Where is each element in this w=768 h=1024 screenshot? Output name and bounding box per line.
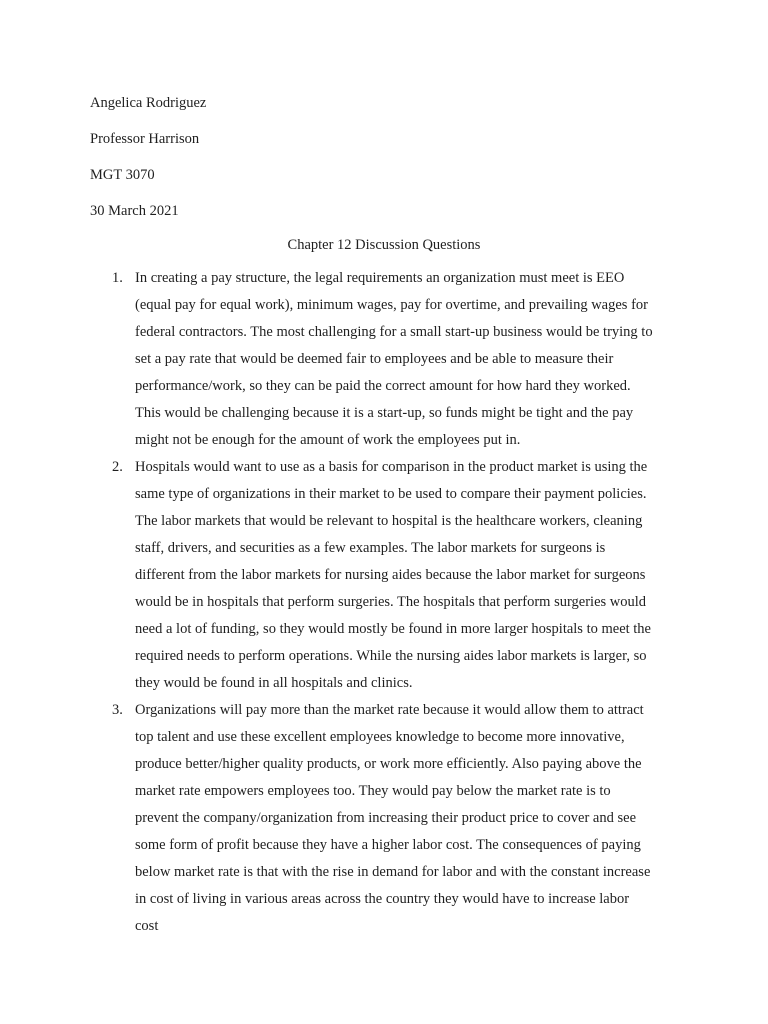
discussion-question-list <box>0 265 768 940</box>
student-name: Angelica Rodriguez <box>90 95 207 111</box>
question-item-3 <box>0 697 768 940</box>
course-code: MGT 3070 <box>90 167 155 183</box>
question-answer-text: Organizations will pay more than the market rate because it would allow them to attract top talent and use these excellent employees knowledge to become more innovative, produce better/higher quality products, or work more efficiently. Also paying above the market rate empowers employees too. They would pay below the market rate is to prevent the company/organization from increasing their product price to cover and see some form of profit because they have a higher labor cost. The consequences of paying below market rate is that with the rise in demand for labor and with the constant increase in cost of living in various areas across the country they would have to increase labor cost <box>135 702 651 934</box>
professor-name: Professor Harrison <box>90 131 200 147</box>
question-answer-text: In creating a pay structure, the legal requirements an organization must meet is EEO (equal pay for equal work), minimum wages, pay for overtime, and prevailing wages for federal contractors. The most challenging for a small start-up business would be trying to set a pay rate that would be deemed fair to employees and be able to measure their performance/work, so they can be paid the correct amount for how hard they worked. This would be challenging because it is a start-up, so funds might be tight and the pay might not be enough for the amount of work the employees put in. <box>135 270 653 448</box>
question-item-1 <box>0 265 768 454</box>
document-title: Chapter 12 Discussion Questions <box>287 237 481 253</box>
submission-date: 30 March 2021 <box>90 203 179 219</box>
question-number: 1. <box>112 270 123 286</box>
question-answer-text: Hospitals would want to use as a basis for comparison in the product market is using the same type of organizations in their market to be used to compare their payment policies. The labor markets that would be relevant to hospital is the healthcare workers, cleaning staff, drivers, and securities as a few examples. The labor markets for surgeons is different from the labor markets for nursing aides because the labor market for surgeons would be in hospitals that perform surgeries. The hospitals that perform surgeries would need a lot of funding, so they would mostly be found in more larger hospitals to meet the required needs to perform operations. While the nursing aides labor markets is larger, so they would be found in all hospitals and clinics. <box>135 459 651 691</box>
question-item-2 <box>0 454 768 697</box>
question-number: 2. <box>112 459 123 475</box>
question-number: 3. <box>112 702 123 718</box>
